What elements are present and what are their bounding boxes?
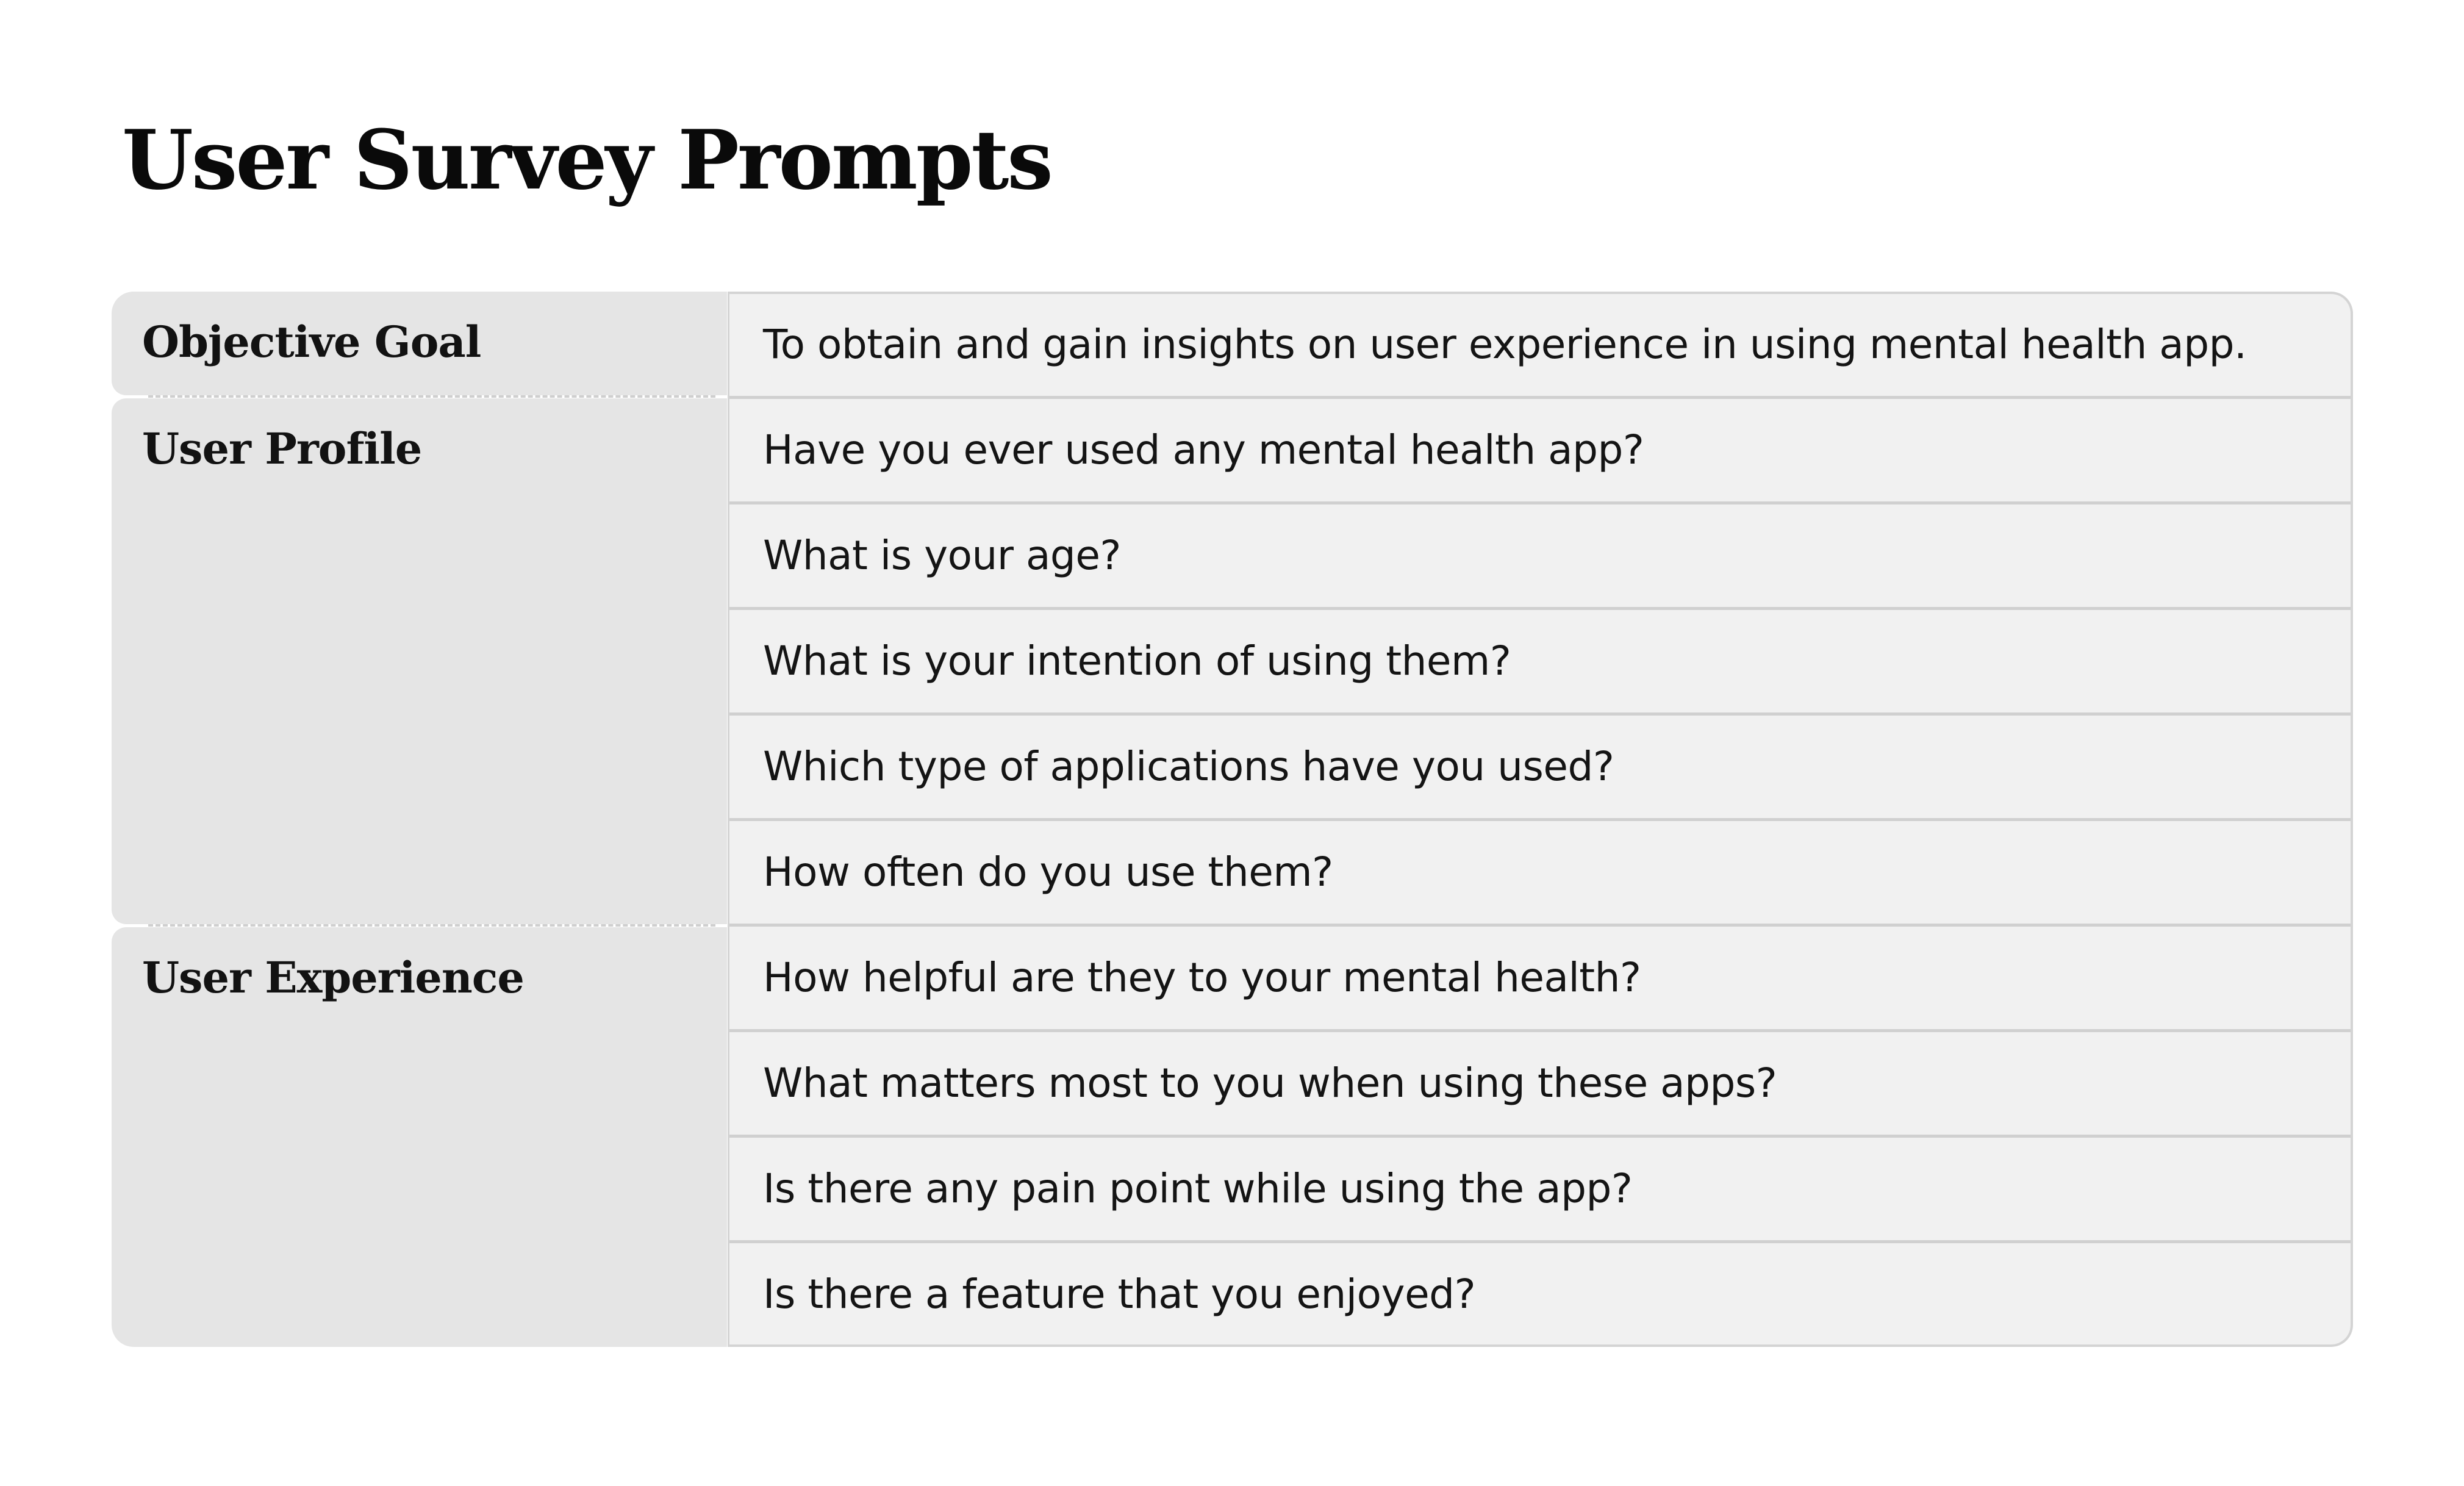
group-label: User Experience bbox=[142, 952, 524, 1003]
group-divider bbox=[148, 924, 715, 927]
group-user-profile bbox=[112, 398, 727, 924]
row-text: How often do you use them? bbox=[763, 849, 1333, 896]
table-row bbox=[728, 503, 2353, 608]
table-row bbox=[728, 925, 2353, 1030]
row-text: To obtain and gain insights on user experience in using mental health app. bbox=[763, 321, 2247, 368]
row-text: What is your age? bbox=[763, 532, 1121, 579]
table-row bbox=[728, 1030, 2353, 1136]
row-text: What matters most to you when using these apps? bbox=[763, 1060, 1777, 1107]
row-text: What is your intention of using them? bbox=[763, 637, 1511, 684]
row-text: Have you ever used any mental health app? bbox=[763, 426, 1644, 473]
group-label: User Profile bbox=[142, 423, 422, 474]
survey-table bbox=[112, 292, 2353, 1347]
table-row bbox=[728, 608, 2353, 714]
row-text: How helpful are they to your mental health? bbox=[763, 954, 1641, 1001]
row-text: Is there a feature that you enjoyed? bbox=[763, 1271, 1476, 1318]
table-row bbox=[728, 1136, 2353, 1241]
page-title: User Survey Prompts bbox=[122, 112, 1051, 208]
row-text: Which type of applications have you used? bbox=[763, 743, 1614, 790]
table-row bbox=[728, 714, 2353, 819]
group-label: Objective Goal bbox=[142, 317, 481, 367]
group-user-experience bbox=[112, 927, 727, 1347]
group-divider bbox=[148, 395, 715, 398]
group-objective-goal bbox=[112, 292, 727, 395]
table-row bbox=[728, 292, 2353, 397]
row-text: Is there any pain point while using the app? bbox=[763, 1165, 1633, 1212]
table-row bbox=[728, 819, 2353, 925]
table-row bbox=[728, 1241, 2353, 1347]
table-row bbox=[728, 397, 2353, 503]
